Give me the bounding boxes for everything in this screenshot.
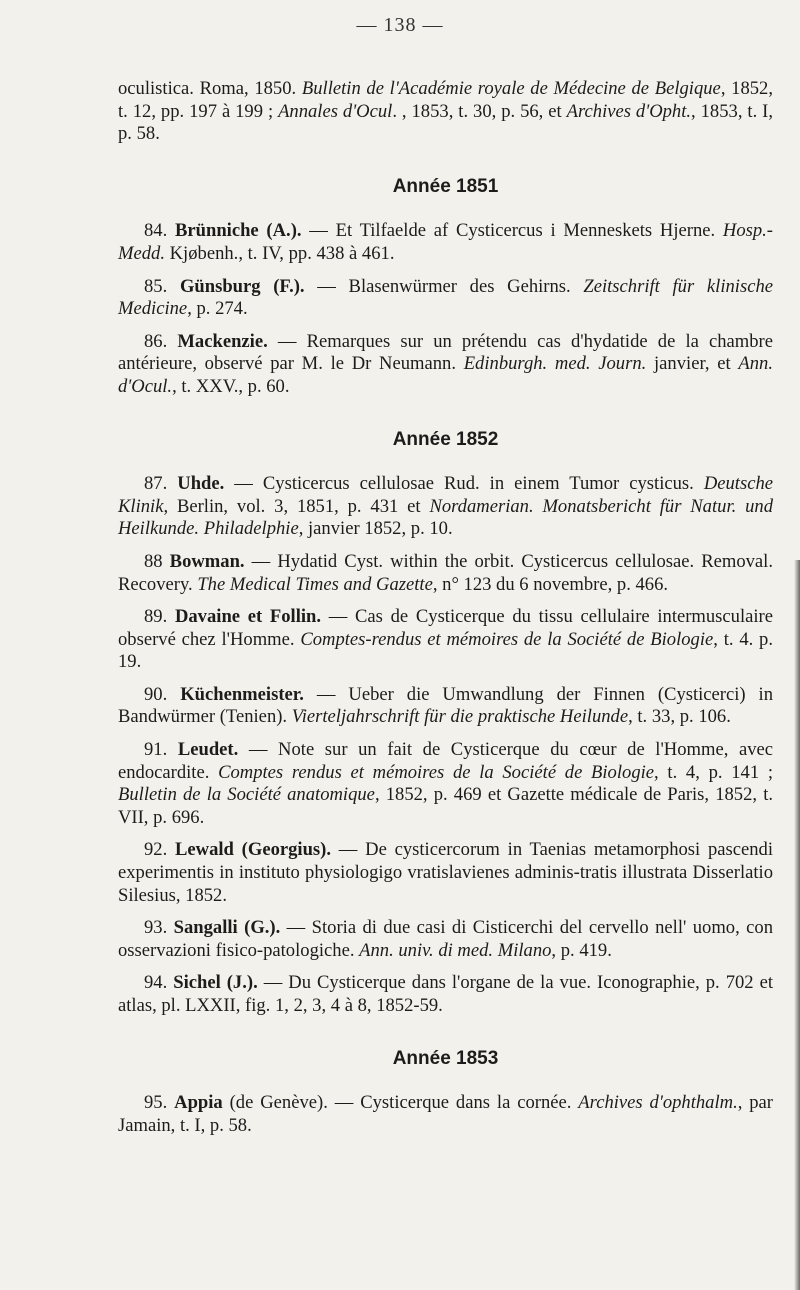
bibliography-entry (118, 276, 773, 321)
bibliography-entry (118, 551, 773, 596)
intro-journal: Archives d'Opht. (566, 100, 692, 122)
intro-paragraph (118, 78, 773, 146)
entry-author: Bowman. (169, 550, 245, 572)
year-heading: Année 1852 (392, 428, 499, 450)
intro-text: oculistica. Roma, 1850. (118, 78, 302, 99)
entry-number: 85. (144, 275, 180, 297)
intro-text: . , 1853, t. 30, p. 56, et (392, 100, 567, 122)
entry-number: 88 (144, 550, 170, 572)
entry-source: Comptes-rendus et mémoires de la Société de Biologie (300, 628, 714, 650)
text-column (118, 78, 773, 1147)
entry-author: Küchenmeister. (180, 683, 304, 705)
intro-journal: Annales d'Ocul (278, 100, 393, 122)
entry-source: The Medical Times and Gazette (197, 573, 433, 595)
entry-text: , n° 123 du 6 novembre, p. 466. (432, 573, 669, 595)
entry-source: Deutsche Klinik (118, 473, 773, 517)
entry-number: 86. (144, 330, 178, 352)
entry-author: Uhde. (177, 473, 225, 495)
entry-author: Davaine et Follin. (174, 606, 322, 628)
entry-source: Zeitschrift für klinische Medicine (118, 275, 773, 320)
entry-text: , Berlin, vol. 3, 1851, p. 431 et (163, 495, 430, 517)
entry-text: janvier, et (646, 353, 739, 375)
entry-text: , par Jamain, t. I, p. 58. (118, 1092, 773, 1136)
bibliography-entry (118, 1092, 773, 1137)
entry-source: Vierteljahrschrift für die praktische Heilunde (291, 706, 629, 728)
entry-number: 89. (144, 606, 175, 628)
entry-text: (de Genève). — Cysticerque dans la cornée. (222, 1092, 579, 1114)
entry-text: — Et Tilfaelde af Cysticercus i Menneskets Hjerne. (301, 220, 723, 242)
entry-number: 91. (144, 739, 178, 761)
entry-author: Appia (174, 1092, 223, 1114)
entry-text: , p. 274. (187, 298, 248, 320)
entry-text: — Remarques sur un prétendu cas d'hydatide de la chambre antérieure, observé par M. le Dr Neumann. (118, 330, 774, 375)
bibliography-entry (118, 839, 773, 907)
entry-source: Hosp.-Medd. (118, 220, 774, 264)
intro-text: , 1852, t. 12, pp. 197 à 199 ; (118, 78, 773, 122)
entry-source: Edinburgh. med. Journ. (463, 353, 647, 375)
entry-number: 90. (144, 683, 181, 705)
entry-source: Archives d'ophthalm. (578, 1092, 738, 1114)
entry-text: , t. 33, p. 106. (628, 706, 731, 728)
entry-number: 93. (144, 917, 174, 939)
entry-text: — Storia di due casi di Cisticerchi del cervello nell' uomo, con osservazioni fisico-patologiche. (118, 917, 773, 961)
bibliography-entry (118, 473, 773, 541)
entry-text: — Cysticercus cellulosae Rud. in einem Tumor cysticus. (224, 473, 704, 495)
bibliography-entry (118, 220, 773, 265)
bibliography-entry (118, 917, 773, 962)
entry-source: Bulletin de la Société anatomique (118, 784, 375, 806)
entry-number: 92. (144, 839, 176, 861)
entry-text: — Cas de Cysticerque du tissu cellulaire intermusculaire observé chez l'Homme. (118, 606, 774, 650)
bibliography-entry (118, 606, 773, 674)
year-heading: Année 1853 (392, 1047, 499, 1069)
bibliography-entry (118, 972, 773, 1017)
entry-text: — Hydatid Cyst. within the orbit. Cysticercus cellulosae. Removal. Recovery. (118, 550, 773, 595)
entry-source: Comptes rendus et mémoires de la Société de Biologie (218, 761, 655, 783)
year-heading: Année 1851 (392, 175, 499, 197)
entry-author: Brünniche (A.). (175, 220, 302, 242)
entry-source: Nordamerian. Monatsbericht für Natur. und Heilkunde. Philadelphie (118, 495, 774, 540)
entry-number: 84. (144, 220, 175, 242)
entry-number: 95. (144, 1092, 175, 1114)
bibliography-entry (118, 739, 773, 829)
entry-author: Leudet. (177, 739, 239, 761)
entry-text: — De cysticercorum in Taenias metamorphosi pascendi experimentis in instituto physiologigo vratislavienes adminis-tratis illustrata Disserlatio Silesius, 1852. (118, 839, 774, 906)
entry-author: Lewald (Georgius). (175, 839, 332, 861)
entry-source: Ann. d'Ocul. (118, 353, 773, 397)
page-number: — 138 — (356, 14, 444, 36)
entry-text: , 1852, p. 469 et Gazette médicale de Paris, 1852, t. VII, p. 696. (118, 784, 774, 828)
entry-number: 94. (144, 972, 174, 994)
entry-text: — Du Cysticerque dans l'organe de la vue. Iconographie, p. 702 et atlas, pl. LXXII, fig. 1, 2, 3, 4 à 8, 1852-59. (118, 972, 773, 1016)
entry-text: , t. 4. p. 19. (118, 628, 773, 673)
bibliography-sections (118, 176, 773, 1138)
entry-text: , t. XXV., p. 60. (172, 375, 290, 397)
entry-text: , t. 4, p. 141 ; (654, 761, 774, 783)
entry-text: , janvier 1852, p. 10. (298, 518, 453, 540)
bibliography-entry (118, 331, 773, 399)
entry-author: Mackenzie. (177, 330, 268, 352)
entry-text: Kjøbenh., t. IV, pp. 438 à 461. (164, 242, 395, 264)
page-edge-shadow (794, 560, 800, 1290)
entry-text: , p. 419. (551, 939, 612, 961)
bibliography-entry (118, 684, 773, 729)
entry-author: Günsburg (F.). (179, 275, 305, 297)
entry-text: — Note sur un fait de Cysticerque du cœur de l'Homme, avec endocardite. (118, 739, 773, 783)
entry-author: Sangalli (G.). (173, 917, 281, 939)
intro-journal: Bulletin de l'Académie royale de Médecine de Belgique (301, 78, 721, 99)
entry-number: 87. (144, 473, 178, 495)
intro-text: , 1853, t. I, p. 58. (118, 100, 773, 145)
entry-source: Ann. univ. di med. Milano (359, 939, 552, 961)
entry-text: — Blasenwürmer des Gehirns. (304, 275, 584, 297)
entry-author: Sichel (J.). (173, 972, 258, 994)
entry-text: — Ueber die Umwandlung der Finnen (Cysticerci) in Bandwürmer (Tenien). (118, 683, 774, 728)
